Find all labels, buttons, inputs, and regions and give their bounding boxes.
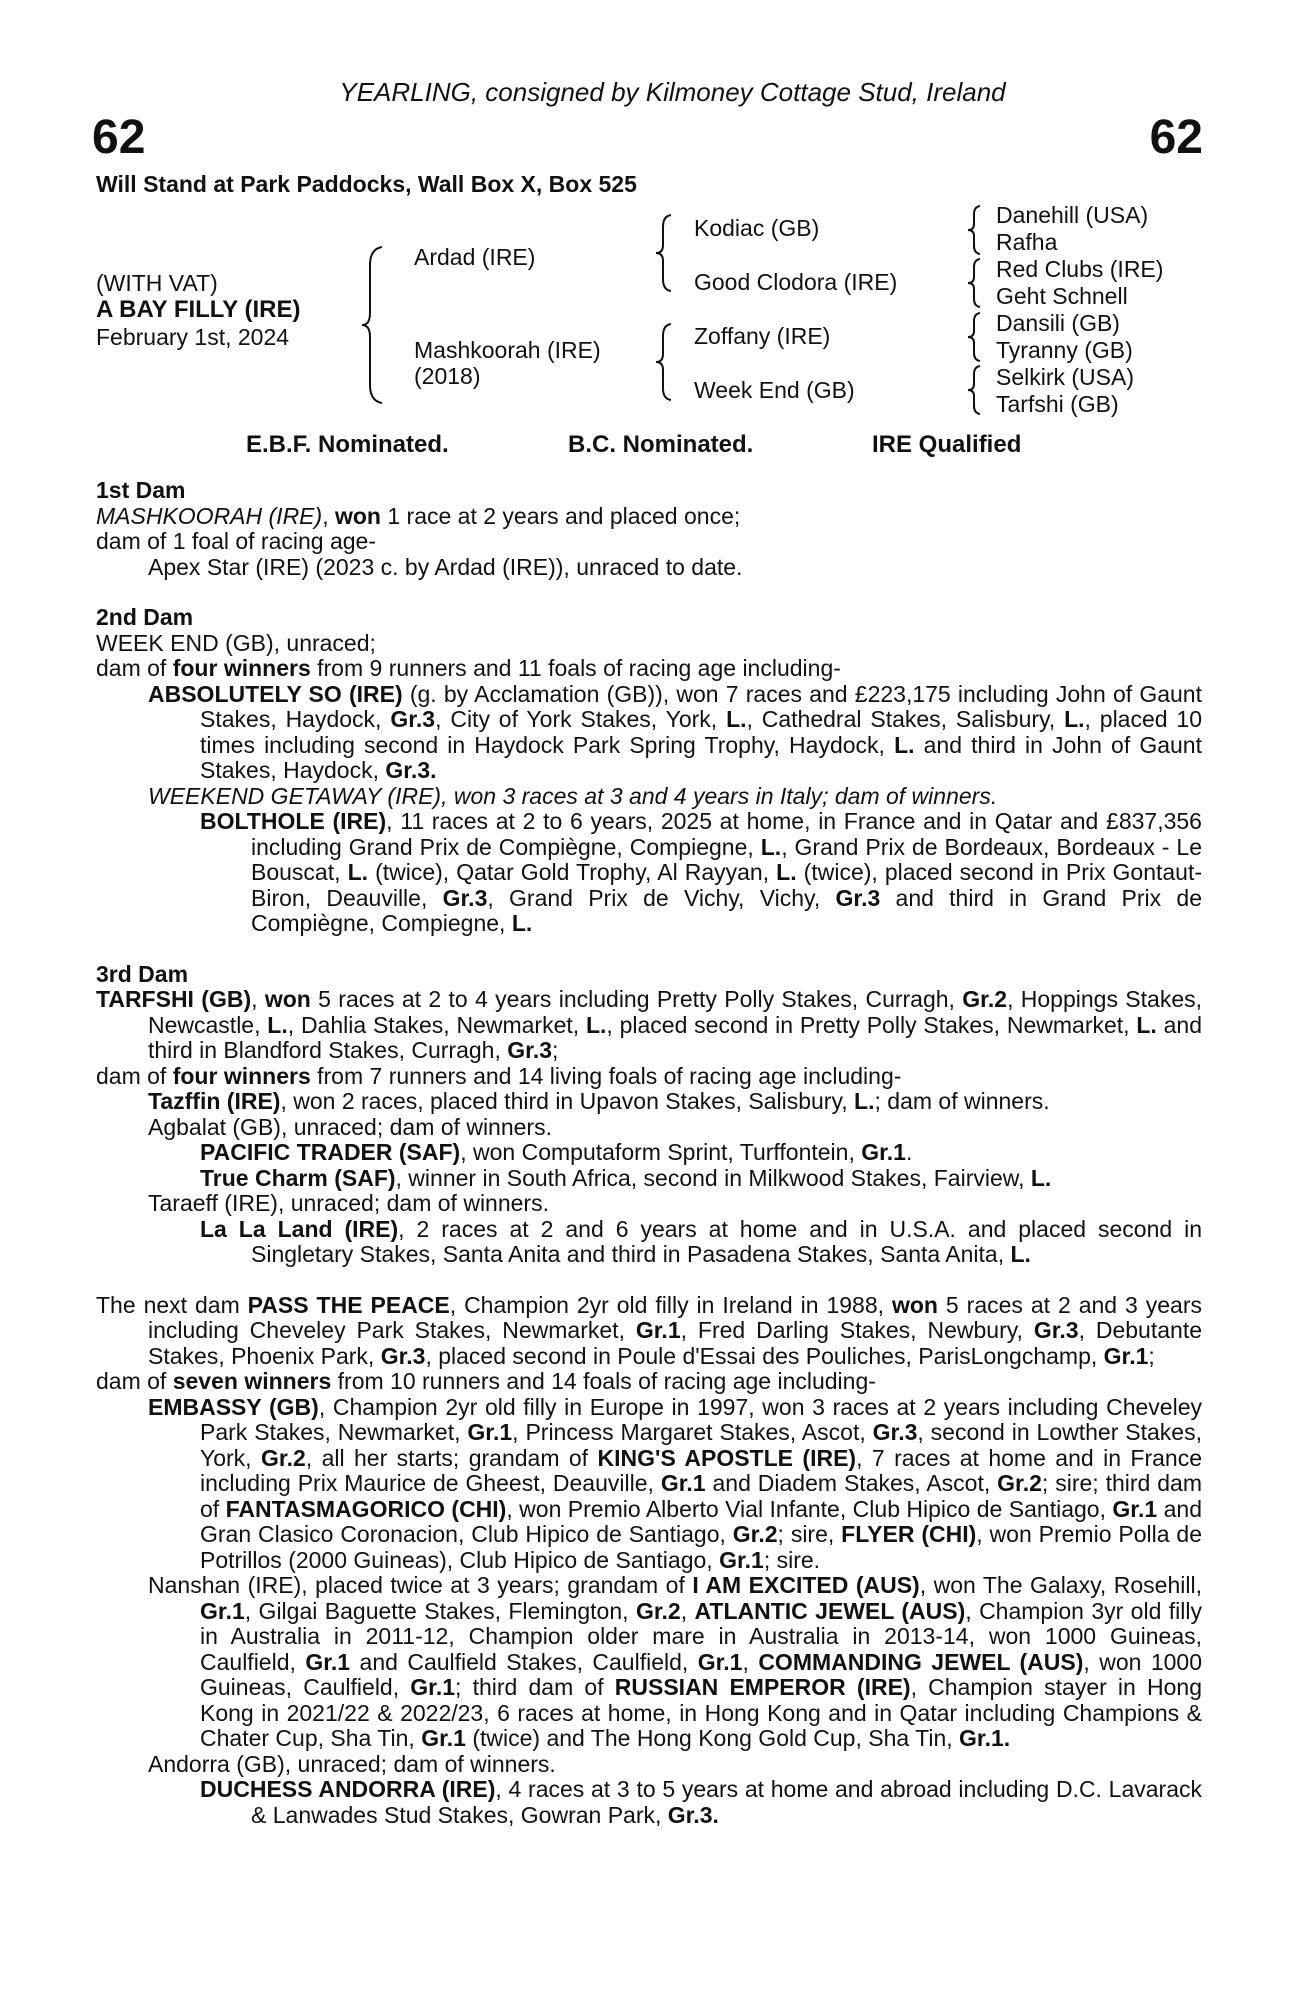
grade: Gr.1 (1112, 1495, 1158, 1522)
bc-nomination: B.C. Nominated. (568, 431, 754, 458)
grade: Gr.3 (380, 1342, 426, 1369)
first-dam-text: 1 race at 2 years and placed once; (380, 502, 741, 529)
horse-name: PACIFIC TRADER (SAF) (200, 1139, 461, 1165)
pedigree-brace-dam (653, 322, 677, 402)
grade: Gr.3 (507, 1037, 553, 1063)
text: (g. by Acclamation (GB)), won 7 races and £223,175 including John of Gaunt Stakes, Haydock, (200, 680, 1202, 732)
horse-name: BOLTHOLE (IRE) (200, 808, 387, 834)
text: , Champion stayer in Hong Kong in 2021/22 & 2022/23, 6 races at home, in Hong Kong and in Qatar including Champions & Chater Cup, Sha Tin, (200, 1674, 1202, 1751)
text: , won Computaform Sprint, Turffontein, (460, 1139, 862, 1165)
text: , Grand Prix de Vichy, Vichy, (487, 884, 836, 911)
text: , placed second in Poule d'Essai des Pouliches, ParisLongchamp, (425, 1342, 1104, 1369)
grade: Gr.2 (261, 1444, 306, 1471)
text: , won 3 races at 3 and 4 years in Italy; dam of winners. (441, 782, 998, 809)
grade: Gr.1 (719, 1546, 764, 1573)
first-dam-name: MASHKOORAH (IRE) (96, 502, 323, 529)
lot-number-left: 62 (92, 111, 146, 164)
la-la-land-entry (96, 1217, 1202, 1268)
text: , Gilgai Baguette Stakes, Flemington, (244, 1597, 636, 1624)
grade: Gr.2 (635, 1597, 681, 1624)
second-dam-name: WEEK END (GB), unraced; (96, 629, 376, 656)
consignment-header: YEARLING, consigned by Kilmoney Cottage Stud, Ireland (339, 77, 1006, 107)
text: from 7 runners and 14 living foals of racing age including- (310, 1062, 902, 1089)
horse-name: EMBASSY (GB) (148, 1393, 319, 1420)
catalogue-body (96, 478, 1202, 1828)
text: from 9 runners and 11 foals of racing age including- (310, 655, 841, 681)
grade: Gr.1 (697, 1648, 743, 1675)
grade: Gr.1 (421, 1725, 466, 1751)
text: dam of (96, 1368, 173, 1394)
text: , Cathedral Stakes, Salisbury, (746, 706, 1065, 732)
text: , (742, 1648, 759, 1675)
foaling-date: February 1st, 2024 (96, 324, 290, 350)
weekend-getaway-entry (96, 784, 1202, 810)
tarfshi-entry: TARFSHI (GB), won 5 races at 2 to 4 years including Pretty Polly Stakes, Curragh, Gr.2, Hoppings Stakes, Newcastle, L., Dahlia Stakes, Newmarket, L., placed second in Pretty Polly Stakes, Newmarket, L. and third in Blandford Stakes, Curragh, Gr.3; (96, 986, 1203, 1063)
true-charm-entry (96, 1166, 1202, 1192)
ire-qualified: IRE Qualified (872, 431, 1022, 458)
grandsire-8: Tarfshi (GB) (996, 391, 1119, 417)
horse-name: KING'S APOSTLE (IRE) (597, 1444, 857, 1471)
grade: Gr.1 (861, 1139, 906, 1165)
winners-count: seven winners (172, 1368, 332, 1394)
text: , Fred Darling Stakes, Newbury, (680, 1317, 1034, 1343)
sire-sire: Kodiac (GB) (694, 215, 820, 241)
grade: Gr.1 (467, 1419, 513, 1445)
grade: Gr.1 (660, 1470, 706, 1496)
first-dam-won: won (334, 502, 381, 529)
pedigree-brace-g2 (966, 257, 986, 309)
text: , 4 races at 3 to 5 years at home and abroad including D.C. Lavarack & Lanwades Stud Stakes, Gowran Park, (251, 1776, 1202, 1828)
text: , winner in South Africa, second in Milkwood Stakes, Fairview, (395, 1164, 1031, 1191)
andorra-entry: Andorra (GB), unraced; dam of winners. (148, 1750, 556, 1777)
agbalat-entry: Agbalat (GB), unraced; dam of winners. (148, 1113, 552, 1140)
pedigree-brace-g4 (966, 364, 986, 416)
text: and third in Blandford Stakes, Curragh, (148, 1011, 1203, 1063)
second-dam-dam-of (96, 656, 1202, 682)
text: The next dam (96, 1291, 248, 1318)
listed: L. (776, 859, 797, 885)
text: , Champion 2yr old filly in Ireland in 1988, (449, 1291, 892, 1318)
text: , Princess Margaret Stakes, Ascot, (512, 1419, 873, 1445)
grade: Gr.3. (385, 757, 437, 783)
duchess-andorra-entry (96, 1777, 1202, 1828)
next-dam-dam-of (96, 1369, 1202, 1395)
pedigree-brace-g1 (966, 204, 986, 256)
listed: L. (760, 833, 782, 860)
text: , won Premio Alberto Vial Infante, Club Hipico de Santiago, (506, 1495, 1113, 1522)
dam-year: (2018) (414, 363, 481, 389)
grade: Gr.1 (200, 1597, 245, 1624)
vat-note: (WITH VAT) (96, 270, 218, 296)
embassy-entry (96, 1395, 1202, 1574)
pedigree-brace-main (360, 245, 390, 405)
listed: L. (585, 1011, 607, 1038)
text: , 2 races at 2 and 6 years at home and in U.S.A. and placed second in Singletary Stakes, Santa Anita and third in Pasadena Stakes, Santa Anita, (251, 1215, 1203, 1267)
first-dam-title: 1st Dam (96, 477, 186, 503)
third-dam-section (96, 962, 1202, 1268)
listed: L. (854, 1088, 875, 1114)
text: , won 2 races, placed third in Upavon Stakes, Salisbury, (280, 1088, 855, 1114)
text: and third in John of Gaunt Stakes, Haydock, (200, 731, 1202, 783)
horse-name: I AM EXCITED (AUS) (692, 1572, 920, 1598)
first-dam-dam-of: dam of 1 foal of racing age- (96, 528, 376, 554)
text: , second in Lowther Stakes, York, (200, 1419, 1202, 1471)
text: , Grand Prix de Bordeaux, Bordeaux - Le Bouscat, (251, 833, 1202, 885)
grade: Gr.1 (635, 1317, 681, 1343)
text: , 11 races at 2 to 6 years, 2025 at home, in France and in Qatar and £837,356 including Grand Prix de Compiègne, Compiegne, (251, 808, 1202, 860)
grade: Gr.2 (732, 1521, 778, 1547)
text: dam of (96, 655, 173, 681)
bolthole-entry (96, 809, 1202, 937)
horse-name: ABSOLUTELY SO (IRE) (148, 680, 403, 707)
grade: Gr.3 (872, 1419, 918, 1445)
grade: Gr.2 (962, 986, 1008, 1012)
grade: Gr.3. (667, 1801, 719, 1828)
horse-name: DUCHESS ANDORRA (IRE) (200, 1776, 496, 1802)
text: . (905, 1139, 913, 1165)
horse-name: TARFSHI (GB) (96, 986, 252, 1012)
text: and Gran Clasico Coronacion, Club Hipico de Santiago, (200, 1495, 1203, 1547)
next-dam-section (96, 1293, 1202, 1829)
horse-name: Tazffin (IRE) (148, 1088, 281, 1114)
ebf-nomination: E.B.F. Nominated. (246, 431, 449, 458)
pedigree-brace-sire (653, 213, 677, 293)
text: ; sire. (763, 1546, 821, 1573)
grade: Gr.3 (442, 884, 488, 911)
text: , Dahlia Stakes, Newmarket, (287, 1011, 586, 1038)
horse-name: COMMANDING JEWEL (AUS) (758, 1648, 1084, 1675)
dam-dam: Week End (GB) (694, 377, 855, 403)
horse-name: RUSSIAN EMPEROR (IRE) (614, 1674, 911, 1700)
text: and Diadem Stakes, Ascot, (705, 1470, 998, 1496)
first-dam-line: MASHKOORAH (IRE), won 1 race at 2 years and placed once; (96, 502, 741, 529)
text: , all her starts; grandam of (305, 1444, 598, 1471)
absolutely-so-entry (96, 682, 1202, 784)
text: , Champion 3yr old filly in Australia in 2011-12, Champion older mare in Australia in 2013-14, won 1000 Guineas, Caulfield, (200, 1597, 1202, 1675)
second-dam-section (96, 605, 1202, 937)
grade: Gr.2 (997, 1470, 1042, 1496)
grandsire-7: Selkirk (USA) (996, 364, 1135, 390)
horse-name: ATLANTIC JEWEL (AUS) (694, 1597, 966, 1624)
listed: L. (894, 731, 915, 758)
horse-name: WEEKEND GETAWAY (IRE) (148, 782, 442, 809)
third-dam-title: 3rd Dam (96, 960, 189, 987)
dam-sire: Zoffany (IRE) (694, 323, 831, 349)
listed: L. (726, 706, 747, 732)
pass-the-peace-entry (96, 1293, 1202, 1370)
sire-name: Ardad (IRE) (414, 244, 536, 270)
grandsire-5: Dansili (GB) (996, 310, 1120, 336)
text: and Caulfield Stakes, Caulfield, (350, 1648, 698, 1675)
text: , Debutante Stakes, Phoenix Park, (148, 1317, 1203, 1369)
listed: L. (1064, 706, 1085, 732)
horse-name: FANTASMAGORICO (CHI) (225, 1495, 507, 1522)
horse-name: La La Land (IRE) (200, 1215, 399, 1242)
lot-number-right: 62 (1149, 111, 1203, 164)
text: , Hoppings Stakes, Newcastle, (148, 986, 1202, 1038)
horse-name: A BAY FILLY (IRE) (96, 296, 301, 323)
text: ; sire, (777, 1521, 842, 1547)
first-dam-foal: Apex Star (IRE) (2023 c. by Ardad (IRE)), unraced to date. (148, 553, 743, 580)
grade: Gr.3 (390, 706, 436, 732)
text: , Champion 2yr old filly in Europe in 1997, won 3 races at 2 years including Cheveley Park Stakes, Newmarket, (200, 1393, 1202, 1445)
pedigree-brace-g3 (966, 311, 986, 363)
listed: L. (347, 859, 369, 885)
text: , 7 races at home and in France including Prix Maurice de Gheest, Deauville, (200, 1444, 1202, 1496)
text: ; dam of winners. (874, 1088, 1050, 1114)
listed: L. (267, 1011, 288, 1038)
grade: Gr.1 (410, 1674, 456, 1700)
nanshan-entry: Nanshan (IRE), placed twice at 3 years; grandam of I AM EXCITED (AUS), won The Galaxy, Rosehill, Gr.1, Gilgai Baguette Stakes, Flemington, Gr.2, ATLANTIC JEWEL (AUS), Champion 3yr old filly in Australia in 2011-12, Champion older mare in Australia in 2013-14, won 1000 Guineas, Caulfield, Gr.1 and Caulfield Stakes, Caulfield, Gr.1, COMMANDING JEWEL (AUS), won 1000 Guineas, Caulfield, Gr.1; third dam of RUSSIAN EMPEROR (IRE), Champion stayer in Hong Kong in 2021/22 & 2022/23, 6 races at home, in Hong Kong and in Qatar including Champions & Chater Cup, Sha Tin, Gr.1 (twice) and The Hong Kong Gold Cup, Sha Tin, Gr.1. (148, 1572, 1203, 1751)
grade: Gr.3 (1033, 1317, 1079, 1343)
horse-name: True Charm (SAF) (200, 1164, 396, 1191)
stand-location: Will Stand at Park Paddocks, Wall Box X, Box 525 (96, 171, 637, 197)
second-dam-title: 2nd Dam (96, 604, 194, 630)
text: ; (1148, 1342, 1155, 1369)
text: , placed second in Pretty Polly Stakes, Newmarket, (606, 1011, 1137, 1038)
listed: L. (1030, 1164, 1052, 1191)
text: , City of York Stakes, York, (435, 706, 727, 732)
winners-count: four winners (172, 655, 311, 681)
first-dam-section (96, 478, 1202, 580)
grade: Gr.3 (835, 884, 881, 911)
text: ; (552, 1037, 559, 1063)
grandsire-2: Rafha (996, 229, 1058, 255)
dam-name: Mashkoorah (IRE) (414, 337, 601, 363)
listed: L. (1136, 1011, 1157, 1038)
text: (twice), placed second in Prix Gontaut-Biron, Deauville, (251, 859, 1203, 911)
text: 5 races at 2 and 3 years including Cheveley Park Stakes, Newmarket, (148, 1291, 1202, 1343)
listed: L. (1010, 1241, 1031, 1267)
tazffin-entry (96, 1089, 1202, 1115)
grandsire-1: Danehill (USA) (996, 202, 1149, 228)
pacific-trader-entry (96, 1140, 1202, 1166)
text: , won 1000 Guineas, Caulfield, (200, 1648, 1203, 1700)
text: , won Premio Polla de Potrillos (2000 Guineas), Club Hipico de Santiago, (200, 1521, 1202, 1573)
text: 5 races at 2 to 4 years including Pretty Polly Stakes, Curragh, (310, 986, 963, 1012)
text: dam of (96, 1062, 173, 1089)
won: won (264, 986, 311, 1012)
horse-name: PASS THE PEACE (247, 1291, 450, 1318)
grandsire-4: Geht Schnell (996, 283, 1128, 309)
text: ; third dam of (455, 1674, 615, 1700)
text: , won The Galaxy, Rosehill, (919, 1572, 1202, 1598)
text: and third in Grand Prix de Compiègne, Compiegne, (251, 884, 1202, 936)
text: ; sire; third dam of (200, 1470, 1202, 1522)
taraeff-entry: Taraeff (IRE), unraced; dam of winners. (148, 1190, 549, 1216)
sire-dam: Good Clodora (IRE) (694, 269, 898, 295)
text: (twice), Qatar Gold Trophy, Al Rayyan, (368, 859, 777, 885)
listed: L. (511, 910, 533, 936)
text: Nanshan (IRE), placed twice at 3 years; grandam of (148, 1572, 693, 1598)
grade: Gr.1 (1103, 1342, 1149, 1369)
winners-count: four winners (172, 1062, 311, 1089)
text: , placed 10 times including second in Haydock Park Spring Trophy, Haydock, (200, 706, 1203, 758)
text: from 10 runners and 14 foals of racing age including- (331, 1368, 876, 1394)
grandsire-6: Tyranny (GB) (996, 337, 1133, 363)
won: won (891, 1291, 938, 1318)
grade: Gr.1. (959, 1725, 1011, 1751)
third-dam-dam-of (96, 1064, 1202, 1090)
grandsire-3: Red Clubs (IRE) (996, 256, 1164, 282)
horse-name: FLYER (CHI) (841, 1521, 977, 1547)
text: (twice) and The Hong Kong Gold Cup, Sha Tin, (465, 1725, 960, 1751)
grade: Gr.1 (305, 1648, 351, 1675)
